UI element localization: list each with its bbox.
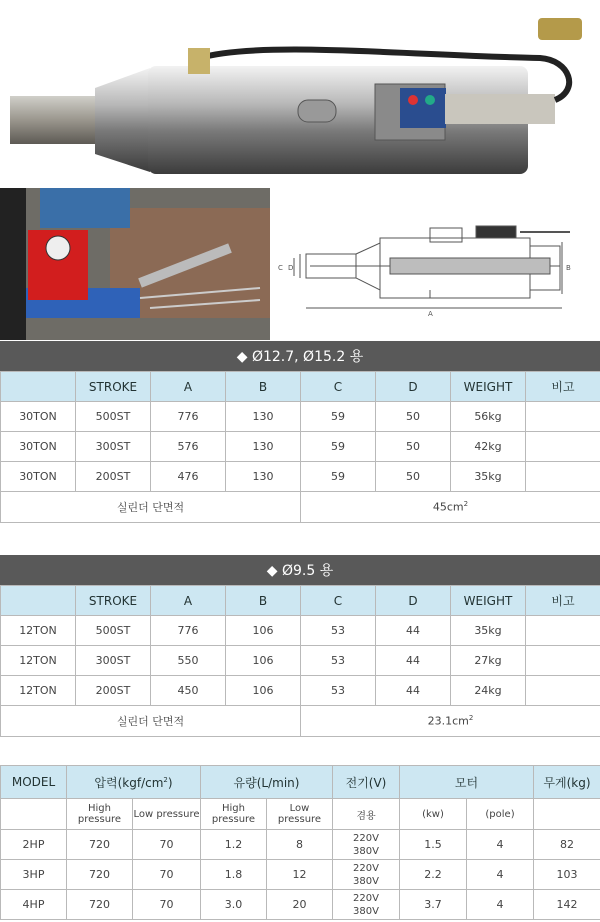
table-header: D [376, 372, 451, 402]
product-photo-cylinder [0, 0, 600, 188]
section1-title-bar [0, 341, 600, 371]
cell-pole: 4 [467, 830, 534, 860]
header-pressure-text: 압력(kgf/cm [94, 775, 164, 790]
cell-model: 4HP [1, 890, 67, 920]
cell-low-pressure: 70 [133, 890, 201, 920]
table-header-row [1, 372, 600, 402]
table-cell: 130 [226, 462, 301, 492]
subheader-low-flow: Low pressure [267, 799, 333, 830]
table-cell: 53 [301, 676, 376, 706]
header-power: 전기(V) [333, 766, 400, 799]
table-subheader-row [1, 799, 600, 830]
table-cell: 776 [151, 616, 226, 646]
table-cell: 106 [226, 676, 301, 706]
table-cell: 106 [226, 646, 301, 676]
cell-voltage [333, 860, 400, 890]
voltage-380: 380V [353, 845, 379, 857]
table-header: 비고 [526, 586, 600, 616]
table-header: D [376, 586, 451, 616]
table-cell: 476 [151, 462, 226, 492]
subheader-high-flow: High pressure [201, 799, 267, 830]
cell-model: 2HP [1, 830, 67, 860]
cell-weight: 82 [534, 830, 600, 860]
table-header: WEIGHT [451, 586, 526, 616]
table-cell: 44 [376, 676, 451, 706]
table-cell: 450 [151, 676, 226, 706]
table-cell [526, 616, 600, 646]
area-value: 23.1cm [427, 714, 469, 728]
header-flow: 유량(L/min) [201, 766, 333, 799]
area-unit-sup: 2 [463, 500, 469, 509]
diagram-label-b: B [566, 264, 571, 272]
header-pressure-close: ) [167, 775, 173, 790]
motor-spec-table [0, 765, 600, 920]
table-cell: 30TON [1, 432, 76, 462]
table-cell [526, 462, 600, 492]
voltage-220: 220V [353, 862, 379, 874]
table-cell: 53 [301, 646, 376, 676]
cell-model: 3HP [1, 860, 67, 890]
cell-weight: 103 [534, 860, 600, 890]
diagram-label-d: D [288, 264, 294, 272]
subheader-kw: (kw) [400, 799, 467, 830]
table-row [1, 646, 600, 676]
table-cell: 42kg [451, 432, 526, 462]
table-cell: 576 [151, 432, 226, 462]
area-value-cell [301, 706, 600, 737]
table-cell: 106 [226, 616, 301, 646]
subheader-low-pressure: Low pressure [133, 799, 201, 830]
table-row [1, 860, 600, 890]
table-cell: 500ST [76, 402, 151, 432]
area-label: 실린더 단면적 [1, 706, 301, 737]
area-unit-sup: 2 [468, 714, 474, 723]
voltage-220: 220V [353, 832, 379, 844]
table-cell: 30TON [1, 462, 76, 492]
table-cell: 59 [301, 432, 376, 462]
subheader-weight-empty [534, 799, 600, 830]
section1-title: ◆ Ø12.7, Ø15.2 용 [236, 349, 364, 365]
subheader-pole: (pole) [467, 799, 534, 830]
header-pressure-sup: 2 [163, 775, 168, 784]
table-cell: 24kg [451, 676, 526, 706]
table-header [1, 586, 76, 616]
subheader-power: 겸용 [333, 799, 400, 830]
diagram-label-c: C [278, 264, 283, 272]
table-cell: 59 [301, 402, 376, 432]
table-row [1, 890, 600, 920]
table-header: STROKE [76, 372, 151, 402]
table-cell [526, 646, 600, 676]
table-row [1, 462, 600, 492]
subheader-empty [1, 799, 67, 830]
table-cell: 12TON [1, 616, 76, 646]
table-cell: 50 [376, 462, 451, 492]
spec-table-1 [0, 371, 600, 523]
section2-title: ◆ Ø9.5 용 [266, 563, 334, 579]
table-header: B [226, 586, 301, 616]
cell-low-flow: 12 [267, 860, 333, 890]
dimension-diagram [270, 188, 600, 340]
table-header: WEIGHT [451, 372, 526, 402]
cell-kw: 3.7 [400, 890, 467, 920]
area-label: 실린더 단면적 [1, 492, 301, 523]
table-row [1, 830, 600, 860]
header-pressure [67, 766, 201, 799]
table-header-row [1, 586, 600, 616]
table-header [1, 372, 76, 402]
table-cell [526, 402, 600, 432]
table-cell [526, 676, 600, 706]
table-header: 비고 [526, 372, 600, 402]
cell-high-flow: 1.8 [201, 860, 267, 890]
cell-pole: 4 [467, 860, 534, 890]
table-row [1, 676, 600, 706]
table-cell: 44 [376, 616, 451, 646]
table-cell: 300ST [76, 646, 151, 676]
cell-high-flow: 3.0 [201, 890, 267, 920]
table-row [1, 616, 600, 646]
header-motor: 모터 [400, 766, 534, 799]
cell-low-flow: 8 [267, 830, 333, 860]
table-cell: 300ST [76, 432, 151, 462]
cell-high-pressure: 720 [67, 860, 133, 890]
table-header: C [301, 372, 376, 402]
table-cell: 27kg [451, 646, 526, 676]
table-cell: 200ST [76, 462, 151, 492]
area-row [1, 492, 600, 523]
section2-title-bar [0, 555, 600, 585]
table-cell: 130 [226, 432, 301, 462]
table-cell: 56kg [451, 402, 526, 432]
table-cell: 35kg [451, 462, 526, 492]
cell-low-flow: 20 [267, 890, 333, 920]
table-cell: 12TON [1, 646, 76, 676]
cell-high-pressure: 720 [67, 890, 133, 920]
table-header: A [151, 372, 226, 402]
voltage-220: 220V [353, 892, 379, 904]
subheader-high-pressure: High pressure [67, 799, 133, 830]
table-row [1, 402, 600, 432]
table-cell: 12TON [1, 676, 76, 706]
area-row [1, 706, 600, 737]
cell-weight: 142 [534, 890, 600, 920]
cell-high-flow: 1.2 [201, 830, 267, 860]
table-header-row [1, 766, 600, 799]
cell-low-pressure: 70 [133, 830, 201, 860]
table-row [1, 432, 600, 462]
table-header: A [151, 586, 226, 616]
table-cell: 59 [301, 462, 376, 492]
cell-voltage [333, 830, 400, 860]
table-cell: 35kg [451, 616, 526, 646]
cell-pole: 4 [467, 890, 534, 920]
work-site-photo [0, 188, 270, 340]
table-header: STROKE [76, 586, 151, 616]
table-cell: 200ST [76, 676, 151, 706]
voltage-380: 380V [353, 875, 379, 887]
cell-kw: 2.2 [400, 860, 467, 890]
table-header: B [226, 372, 301, 402]
table-cell: 50 [376, 432, 451, 462]
table-header: C [301, 586, 376, 616]
table-cell: 30TON [1, 402, 76, 432]
table-cell: 550 [151, 646, 226, 676]
diagram-label-a: A [428, 310, 433, 318]
table-cell: 130 [226, 402, 301, 432]
cell-kw: 1.5 [400, 830, 467, 860]
spec-table-2 [0, 585, 600, 737]
table-cell [526, 432, 600, 462]
header-weight: 무게(kg) [534, 766, 600, 799]
cell-high-pressure: 720 [67, 830, 133, 860]
table-cell: 53 [301, 616, 376, 646]
table-cell: 776 [151, 402, 226, 432]
area-value: 45cm [432, 500, 464, 514]
cell-voltage [333, 890, 400, 920]
table-cell: 50 [376, 402, 451, 432]
header-model: MODEL [1, 766, 67, 799]
area-value-cell [301, 492, 600, 523]
table-cell: 500ST [76, 616, 151, 646]
table-cell: 44 [376, 646, 451, 676]
voltage-380: 380V [353, 905, 379, 917]
cell-low-pressure: 70 [133, 860, 201, 890]
